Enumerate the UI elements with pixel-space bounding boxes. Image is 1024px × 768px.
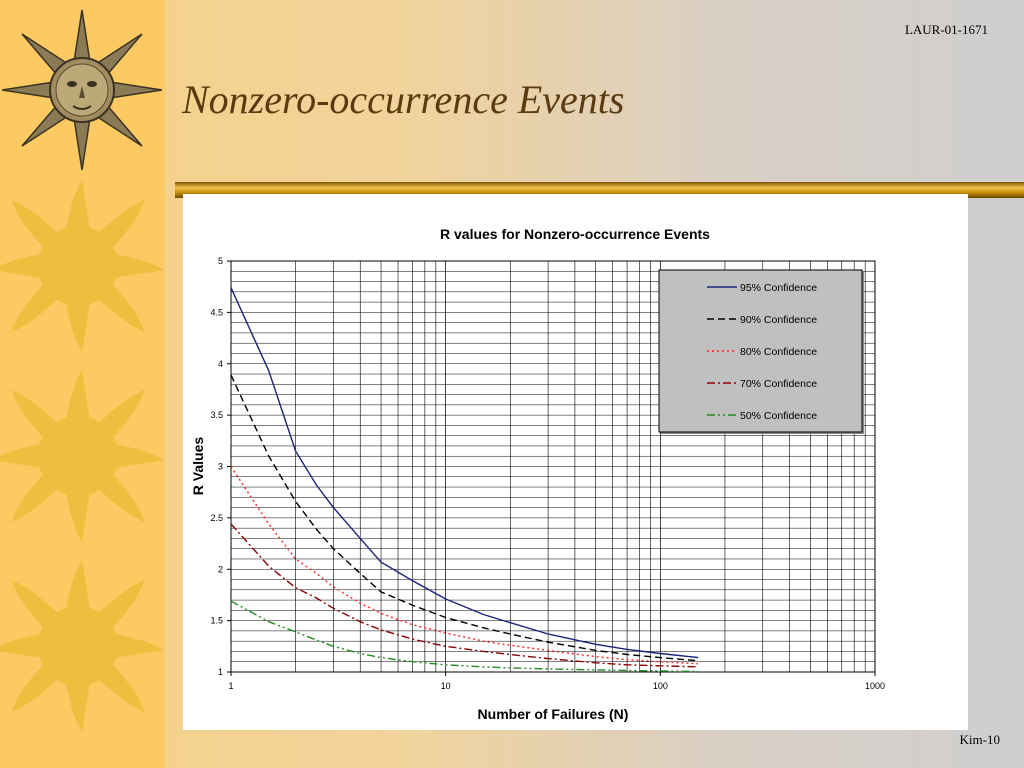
y-tick-label: 3 — [217, 461, 223, 472]
chart-legend — [659, 270, 864, 434]
legend-label: 70% Confidence — [740, 378, 818, 390]
y-tick-label: 5 — [217, 256, 223, 266]
legend-label: 50% Confidence — [740, 410, 818, 422]
sun-face-icon — [2, 6, 162, 171]
x-tick-label: 100 — [652, 681, 668, 691]
legend-label: 80% Confidence — [740, 346, 818, 358]
x-tick-label: 10 — [440, 681, 451, 691]
legend-label: 95% Confidence — [740, 282, 818, 294]
legend-label: 90% Confidence — [740, 314, 818, 326]
y-tick-label: 3.5 — [210, 410, 223, 421]
chart-panel — [183, 194, 968, 730]
slide-number: Kim-10 — [959, 732, 1000, 747]
slide-title: Nonzero-occurrence Events — [182, 77, 625, 122]
y-tick-label: 4.5 — [210, 307, 223, 318]
report-id: LAUR-01-1671 — [904, 22, 988, 37]
chart — [183, 194, 968, 730]
y-axis-ticks — [210, 256, 231, 677]
series-line — [231, 524, 698, 667]
series-line — [231, 601, 698, 671]
x-tick-label: 1000 — [864, 681, 886, 691]
y-tick-label: 1.5 — [210, 615, 223, 626]
sun-icon — [0, 368, 165, 543]
y-axis-label: R Values — [190, 436, 206, 496]
sun-icon — [0, 558, 165, 733]
y-tick-label: 2.5 — [210, 512, 223, 523]
chart-title: R values for Nonzero-occurrence Events — [440, 226, 710, 242]
sun-icon — [0, 178, 165, 353]
x-tick-label: 1 — [228, 681, 234, 691]
x-axis-ticks — [228, 672, 885, 691]
x-axis-label: Number of Failures (N) — [477, 706, 629, 722]
decorative-side-strip — [0, 0, 165, 768]
y-tick-label: 4 — [217, 358, 223, 369]
series-line — [231, 467, 698, 664]
y-tick-label: 1 — [217, 667, 223, 677]
chart-series — [231, 288, 698, 672]
y-tick-label: 2 — [217, 564, 223, 575]
